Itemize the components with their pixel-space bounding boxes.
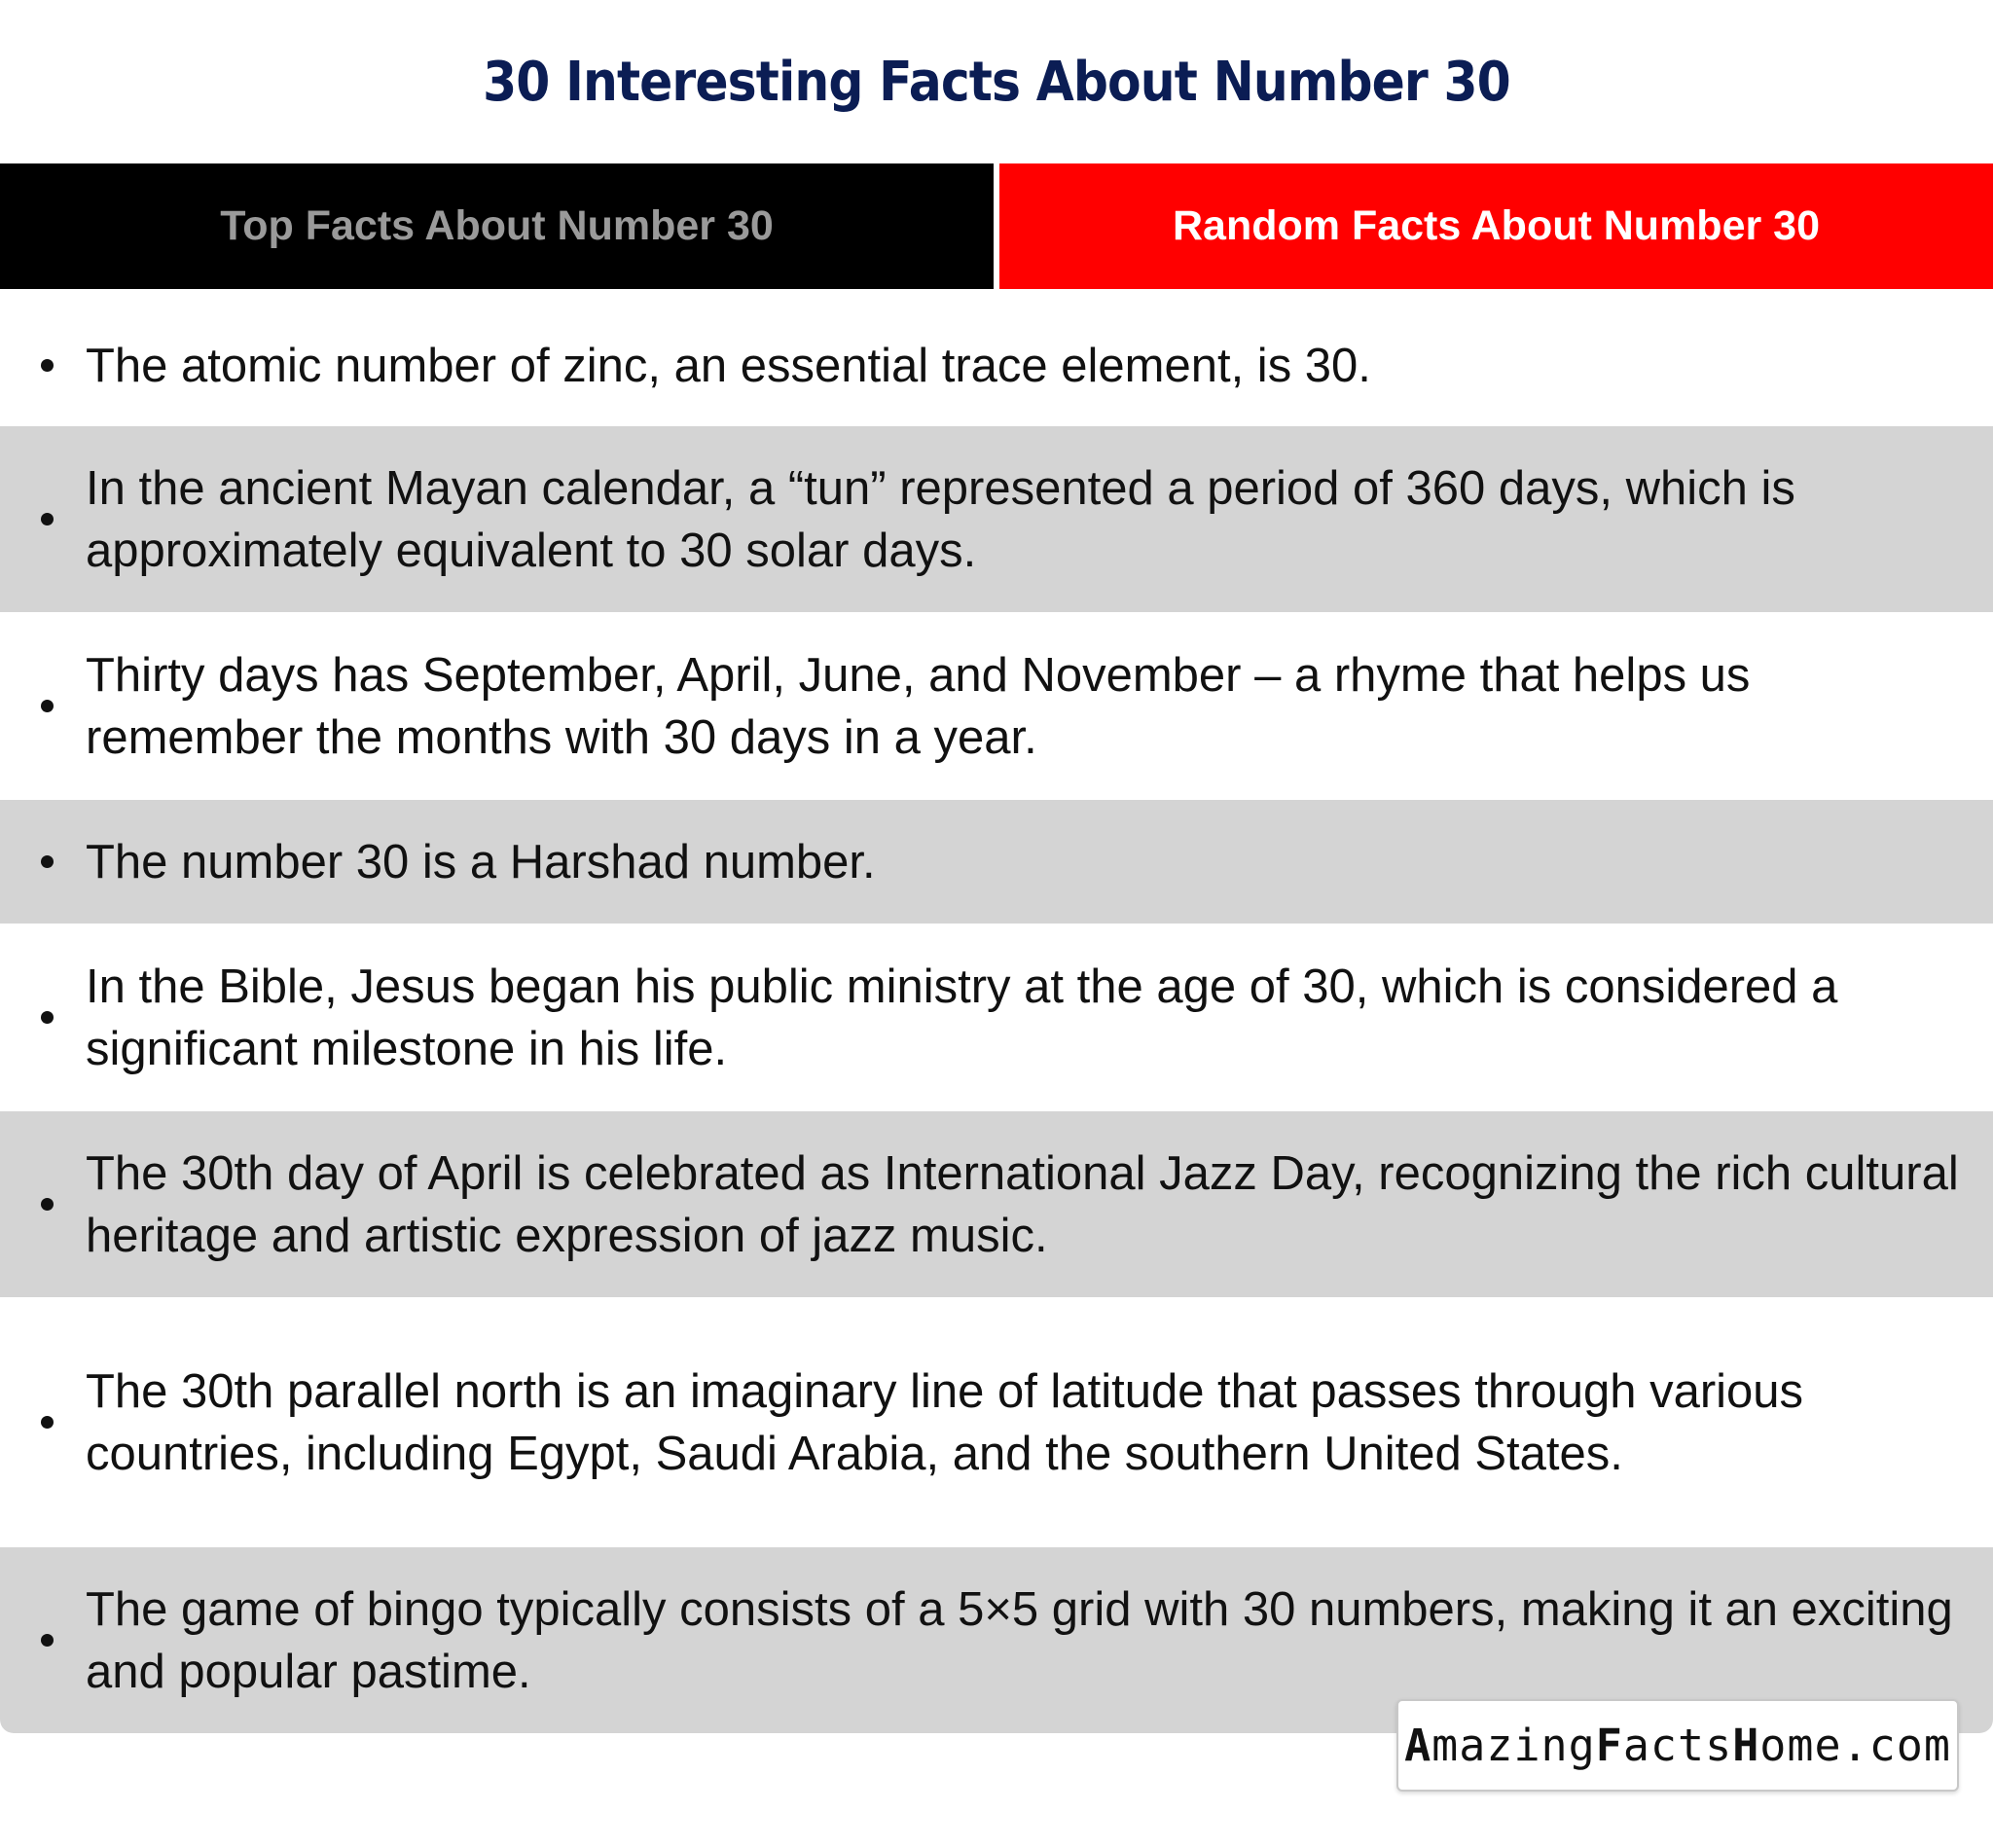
- tab-bar: [0, 163, 1993, 289]
- site-watermark: [1396, 1699, 1959, 1792]
- watermark-text: AmazingFactsHome.com: [1404, 1720, 1951, 1771]
- fact-item: [0, 426, 1993, 612]
- fact-text: The 30th day of April is celebrated as International Jazz Day, recognizing the rich cultural heritage and artistic expression of jazz music.: [86, 1146, 1959, 1262]
- fact-text: Thirty days has September, April, June, and November – a rhyme that helps us remember the months with 30 days in a year.: [86, 648, 1751, 764]
- bullet-icon: [41, 700, 54, 712]
- tab-random-facts[interactable]: [999, 163, 1993, 289]
- page-title: 30 Interesting Facts About Number 30: [483, 51, 1510, 114]
- fact-item: [0, 612, 1993, 800]
- fact-text: The atomic number of zinc, an essential trace element, is 30.: [86, 339, 1371, 392]
- tab-random-facts-label: Random Facts About Number 30: [1173, 202, 1820, 249]
- tab-top-facts[interactable]: Top Facts About Number 30: [0, 163, 994, 289]
- fact-item: [0, 800, 1993, 924]
- bullet-icon: [41, 1634, 54, 1647]
- bullet-icon: [41, 513, 54, 525]
- fact-text: The number 30 is a Harshad number.: [86, 835, 876, 888]
- fact-text: The 30th parallel north is an imaginary line of latitude that passes through various countries, including Egypt, Saudi Arabia, and the southern United States.: [86, 1364, 1804, 1480]
- fact-item: [0, 305, 1993, 426]
- fact-text: In the Bible, Jesus began his public ministry at the age of 30, which is considered a significant milestone in his life.: [86, 960, 1838, 1075]
- fact-item: [0, 1297, 1993, 1547]
- fact-text: In the ancient Mayan calendar, a “tun” represented a period of 360 days, which is approximately equivalent to 30 solar days.: [86, 461, 1795, 577]
- bullet-icon: [41, 1198, 54, 1211]
- bullet-icon: [41, 1011, 54, 1024]
- facts-list: [0, 305, 1993, 1733]
- bullet-icon: [41, 1416, 54, 1429]
- bullet-icon: [41, 855, 54, 868]
- bullet-icon: [41, 359, 54, 372]
- fact-item: [0, 924, 1993, 1111]
- fact-item: [0, 1111, 1993, 1297]
- fact-text: The game of bingo typically consists of a 5×5 grid with 30 numbers, making it an exciting and popular pastime.: [86, 1582, 1953, 1698]
